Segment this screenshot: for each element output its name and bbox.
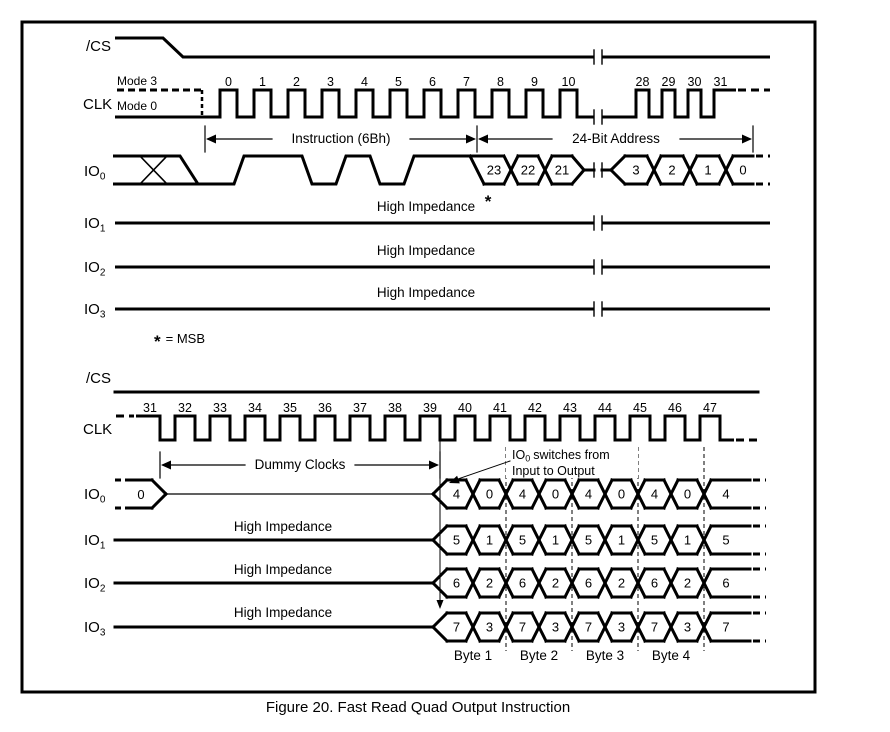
msb-star-marker: * — [484, 192, 492, 211]
clock-number: 36 — [318, 401, 332, 415]
top-io2-label-main: IO — [84, 259, 100, 276]
clk-mode0-label: Mode 0 — [117, 99, 158, 113]
switch-note-post: switches from — [533, 448, 610, 462]
dummy-clocks-label: Dummy Clocks — [254, 457, 346, 472]
clock-number: 6 — [429, 75, 436, 89]
hex-value: 4 — [584, 486, 593, 502]
io0-switch-note-line2: Input to Output — [512, 464, 595, 478]
hex-value: 4 — [452, 486, 461, 502]
hex-value: 5 — [452, 532, 461, 548]
msb-legend-text: = MSB — [165, 331, 205, 346]
hex-value: 4 — [518, 486, 527, 502]
hex-value: 0 — [551, 486, 560, 502]
hex-value: 5 — [584, 532, 593, 548]
bottom-io2-hiz-label: High Impedance — [233, 562, 333, 577]
top-io0-label-main: IO — [84, 163, 100, 180]
clock-number: 4 — [361, 75, 368, 89]
clk-mode3-label: Mode 3 — [117, 74, 158, 88]
clock-number: 8 — [497, 75, 504, 89]
hex-value: 0 — [485, 486, 494, 502]
hex-value: 2 — [668, 162, 676, 178]
hex-value: 21 — [554, 162, 570, 178]
hex-value: 7 — [650, 619, 659, 635]
hex-value: 6 — [518, 575, 527, 591]
bottom-io1-label-main: IO — [84, 532, 100, 549]
top-io0-label-sub: 0 — [99, 171, 106, 183]
clock-number: 37 — [353, 401, 367, 415]
switch-note-pre: IO — [512, 448, 526, 462]
hex-value: 6 — [650, 575, 659, 591]
bottom-io0-lead-value: 0 — [137, 487, 145, 502]
clock-number: 42 — [528, 401, 542, 415]
hex-value: 7 — [584, 619, 593, 635]
clock-number: 29 — [661, 75, 676, 89]
top-io2-label-sub: 2 — [99, 267, 106, 279]
hex-value: 1 — [683, 532, 692, 548]
instruction-span-label: Instruction (6Bh) — [291, 131, 391, 146]
hex-value: 5 — [722, 532, 730, 548]
hex-value: 3 — [632, 162, 640, 178]
top-clk-label: CLK — [83, 96, 113, 113]
byte-label: Byte 1 — [453, 648, 493, 663]
hex-value: 4 — [650, 486, 659, 502]
top-io3-hiz-label: High Impedance — [376, 285, 476, 300]
hex-value: 7 — [518, 619, 527, 635]
hex-value: 23 — [486, 162, 502, 178]
bottom-io3-label-sub: 3 — [99, 627, 106, 639]
hex-value: 2 — [551, 575, 560, 591]
clock-number: 28 — [635, 75, 650, 89]
switch-note-sub: 0 — [525, 453, 531, 464]
top-cs-label: /CS — [86, 38, 112, 55]
hex-value: 7 — [452, 619, 461, 635]
bottom-io3-label-main: IO — [84, 619, 100, 636]
bottom-io1-label-sub: 1 — [99, 540, 106, 552]
clock-number: 39 — [423, 401, 437, 415]
hex-value: 0 — [683, 486, 692, 502]
hex-value: 3 — [617, 619, 626, 635]
hex-value: 6 — [452, 575, 461, 591]
hex-value: 7 — [722, 619, 730, 635]
bottom-io0-label-sub: 0 — [99, 494, 106, 506]
clock-number: 2 — [293, 75, 300, 89]
hex-value: 1 — [485, 532, 494, 548]
clock-number: 5 — [395, 75, 402, 89]
byte-label: Byte 2 — [519, 648, 559, 663]
hex-value: 1 — [617, 532, 626, 548]
top-io2-hiz-label: High Impedance — [376, 243, 476, 258]
clock-number: 30 — [687, 75, 702, 89]
clock-number: 9 — [531, 75, 538, 89]
bottom-io2-label-main: IO — [84, 575, 100, 592]
byte-label: Byte 4 — [651, 648, 691, 663]
clock-number: 1 — [259, 75, 266, 89]
hex-value: 1 — [551, 532, 560, 548]
clock-number: 31 — [713, 75, 728, 89]
bottom-clk-label: CLK — [83, 421, 113, 438]
hex-value: 3 — [485, 619, 494, 635]
clock-number: 44 — [598, 401, 612, 415]
hex-value: 6 — [584, 575, 593, 591]
clock-number: 35 — [283, 401, 297, 415]
clock-number: 45 — [633, 401, 647, 415]
hex-value: 3 — [683, 619, 692, 635]
top-io1-label-sub: 1 — [99, 223, 106, 235]
clock-number: 31 — [143, 401, 157, 415]
bottom-io1-hiz-label: High Impedance — [233, 519, 333, 534]
clock-number: 33 — [213, 401, 227, 415]
hex-value: 2 — [617, 575, 626, 591]
hex-value: 0 — [617, 486, 626, 502]
hex-value: 4 — [722, 486, 730, 502]
clock-number: 47 — [703, 401, 717, 415]
clock-number: 40 — [458, 401, 472, 415]
clock-number: 32 — [178, 401, 192, 415]
hex-value: 2 — [683, 575, 692, 591]
top-io1-label-main: IO — [84, 215, 100, 232]
top-io3-label-sub: 3 — [99, 309, 106, 321]
bottom-io3-hiz-label: High Impedance — [233, 605, 333, 620]
figure-caption: Figure 20. Fast Read Quad Output Instruction — [265, 699, 571, 716]
clock-number: 46 — [668, 401, 682, 415]
hex-value: 2 — [485, 575, 494, 591]
hex-value: 5 — [650, 532, 659, 548]
clock-number: 43 — [563, 401, 577, 415]
hex-value: 5 — [518, 532, 527, 548]
clock-number: 34 — [248, 401, 262, 415]
clock-number: 41 — [493, 401, 507, 415]
hex-value: 1 — [704, 162, 712, 178]
top-io3-label-main: IO — [84, 301, 100, 318]
hex-value: 6 — [722, 575, 730, 591]
hex-value: 0 — [739, 162, 747, 178]
clock-number: 0 — [225, 75, 232, 89]
bottom-cs-label: /CS — [86, 370, 112, 387]
hex-value: 3 — [551, 619, 560, 635]
msb-legend-star: * — [154, 332, 161, 351]
clock-number: 7 — [463, 75, 470, 89]
bottom-io2-label-sub: 2 — [99, 583, 106, 595]
clock-number: 10 — [561, 75, 576, 89]
byte-label: Byte 3 — [585, 648, 625, 663]
clock-number: 38 — [388, 401, 402, 415]
top-io1-hiz-label: High Impedance — [376, 199, 476, 214]
bottom-io0-label-main: IO — [84, 486, 100, 503]
clock-number: 3 — [327, 75, 334, 89]
address-span-label: 24-Bit Address — [572, 131, 660, 146]
hex-value: 22 — [520, 162, 536, 178]
